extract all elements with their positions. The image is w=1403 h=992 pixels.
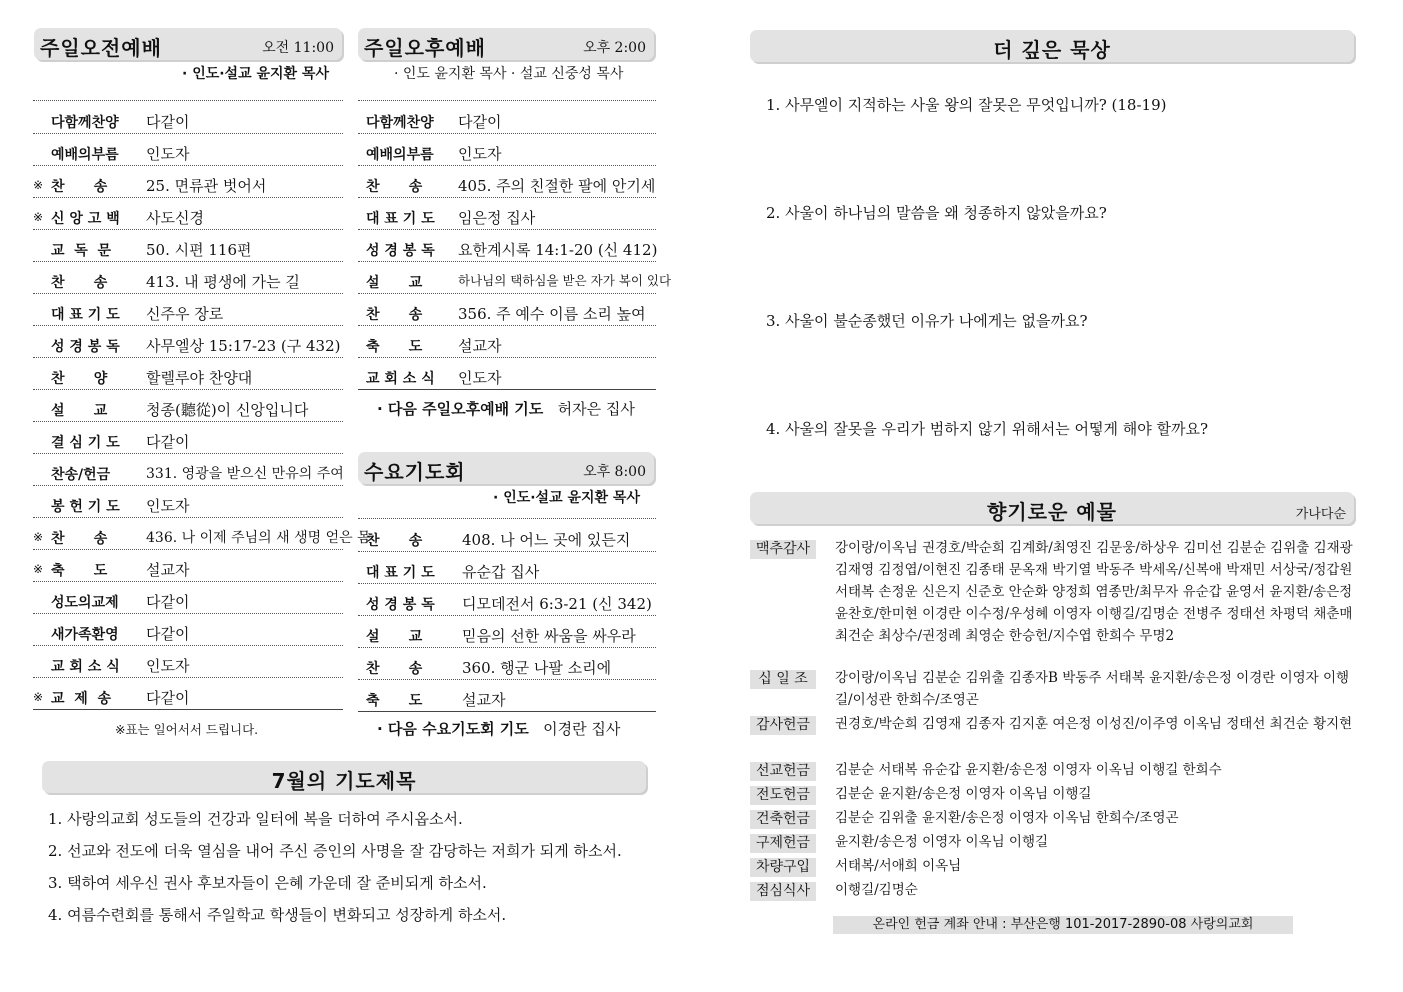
order-row: [33, 134, 343, 166]
stand-mark: ※: [33, 690, 44, 704]
meditation-question: 4. 사울의 잘못을 우리가 범하지 않기 위해서는 어떻게 해야 할까요?: [766, 420, 1209, 438]
order-row: [33, 198, 343, 230]
order-value: 다같이: [146, 113, 190, 131]
order-row: [33, 486, 343, 518]
order-value: 인도자: [146, 145, 190, 163]
order-label: 교 제 송: [51, 691, 112, 707]
prayer-item: 3. 택하여 세우신 권사 후보자들이 은혜 가운데 잘 준비되게 하소서.: [48, 874, 487, 892]
order-value: 다같이: [146, 689, 190, 707]
order-row: [33, 102, 343, 134]
offering-group-label: 맥추감사: [750, 540, 816, 559]
offering-group-names: 김분순 서태복 유순갑 윤지환/송은정 이영자 이옥님 이행길 한희수: [835, 762, 1222, 778]
order-row: [358, 134, 656, 166]
order-label: 찬 송: [366, 533, 423, 549]
order-label: 대 표 기 도: [366, 211, 435, 227]
order-value: 사무엘상 15:17-23 (구 432): [146, 337, 341, 355]
stand-mark: ※: [33, 210, 44, 224]
order-row: [33, 422, 343, 454]
order-label: 예배의부름: [51, 147, 119, 163]
offering-group-label: 전도헌금: [750, 786, 816, 805]
afternoon-next-label: · 다음 주일오후예배 기도: [377, 400, 544, 418]
offering-group-names: 김분순 윤지환/송은정 이영자 이옥님 이행길: [835, 786, 1092, 802]
morning-stand-note: ※표는 일어서서 드립니다.: [115, 722, 259, 737]
order-value: 설교자: [462, 691, 506, 709]
order-value: 디모데전서 6:3-21 (신 342): [462, 595, 652, 613]
offering-group-names: 이행길/김명순: [835, 882, 918, 898]
order-row: [358, 680, 656, 712]
meditation-question: 2. 사울이 하나님의 말씀을 왜 청종하지 않았을까요?: [766, 204, 1107, 222]
order-label: 축 도: [366, 339, 423, 355]
afternoon-header: [358, 28, 654, 60]
wednesday-next: [377, 718, 620, 739]
order-value: 인도자: [146, 657, 190, 675]
order-row: [33, 582, 343, 614]
offering-group-names: 강이랑/이옥님 권경호/박순희 김계화/최영진 김문웅/하상우 김미선 김분순 김위출 김재광 김재영 김정엽/이현진 김종태 문옥재 박기열 박동주 박세옥/신복애 박재민 서상국/정갑원 서태복 손정운 신은지 신준호 안순화 양정희 염종만/최무자 유순갑 윤영서 윤지환/송은정 윤찬호/한미현 이경란 이수정/우성혜 이영자 이행길/김명순 전병주 정태선 차평덕 채춘매 최건순 최상수/권정례 최영순 한승헌/지수엽 한희수 무명2: [835, 540, 1353, 644]
offering-group-label: 구제헌금: [750, 834, 816, 853]
order-row: [358, 520, 656, 552]
stand-mark: ※: [33, 178, 44, 192]
row-divider: [358, 711, 656, 712]
wednesday-title: 수요기도회: [364, 460, 466, 484]
afternoon-next: [377, 398, 635, 419]
offering-group-label: 선교헌금: [750, 762, 816, 781]
prayer-header: [42, 761, 646, 793]
order-value: 50. 시편 116편: [146, 241, 252, 259]
order-value: 다같이: [146, 625, 190, 643]
order-row: [33, 166, 343, 198]
offering-group-names: 윤지환/송은정 이영자 이옥님 이행길: [835, 834, 1049, 850]
prayer-item: 2. 선교와 전도에 더욱 열심을 내어 주신 증인의 사명을 잘 감당하는 저희가 되게 하소서.: [48, 842, 622, 860]
order-value: 유순갑 집사: [462, 563, 540, 581]
order-row: [33, 230, 343, 262]
order-label: 설 교: [366, 275, 423, 291]
order-row: [358, 616, 656, 648]
order-value: 436. 나 이제 주님의 새 생명 얻은 몸: [146, 530, 371, 546]
order-label: 성 경 봉 독: [366, 243, 435, 259]
order-value: 하나님의 택하심을 받은 자가 복이 있다: [458, 273, 672, 288]
order-label: 찬 송: [51, 531, 108, 547]
morning-header: [34, 28, 342, 60]
order-label: 성 경 봉 독: [366, 597, 435, 613]
order-label: 새가족환영: [51, 627, 119, 643]
order-value: 설교자: [146, 561, 190, 579]
order-value: 다같이: [458, 113, 502, 131]
offering-group-label: 건축헌금: [750, 810, 816, 829]
order-label: 다함께찬양: [51, 115, 119, 131]
offering-order: 가나다순: [1295, 507, 1346, 522]
order-label: 찬 송: [366, 179, 423, 195]
order-value: 인도자: [458, 145, 502, 163]
order-value: 331. 영광을 받으신 만유의 주여: [146, 466, 344, 482]
order-value: 인도자: [146, 497, 190, 515]
order-value: 인도자: [458, 369, 502, 387]
order-label: 찬 양: [51, 371, 108, 387]
afternoon-leader: · 인도 윤지환 목사 · 설교 신중성 목사: [394, 66, 624, 82]
order-row: [358, 552, 656, 584]
offering-group-label: 십 일 조: [750, 670, 816, 689]
stand-mark: ※: [33, 562, 44, 576]
meditation-title: 더 깊은 묵상: [993, 38, 1111, 62]
order-row: [33, 454, 343, 486]
morning-title: 주일오전예배: [40, 36, 162, 60]
order-value: 405. 주의 친절한 팔에 안기세: [458, 177, 656, 195]
order-label: 찬 송: [51, 275, 108, 291]
order-row: [358, 294, 656, 326]
order-label: 결 심 기 도: [51, 435, 120, 451]
order-row: [358, 230, 656, 262]
meditation-question: 3. 사울이 불순종했던 이유가 나에게는 없을까요?: [766, 312, 1088, 330]
row-divider: [33, 709, 343, 710]
order-row: [358, 198, 656, 230]
order-value: 25. 면류관 벗어서: [146, 177, 267, 195]
morning-leader: · 인도·설교 윤지환 목사: [182, 66, 329, 82]
order-row: [33, 550, 343, 582]
order-value: 임은정 집사: [458, 209, 536, 227]
order-label: 교 회 소 식: [366, 371, 435, 387]
order-label: 예배의부름: [366, 147, 434, 163]
order-row: [358, 166, 656, 198]
order-value: 다같이: [146, 433, 190, 451]
order-value: 믿음의 선한 싸움을 싸우라: [462, 627, 636, 645]
order-row: [33, 614, 343, 646]
offering-group-names: 강이랑/이옥님 김분순 김위출 김종자B 박동주 서태복 윤지환/송은정 이경란 이영자 이행길/이성관 한희수/조영곤: [835, 670, 1350, 708]
order-row: [33, 326, 343, 358]
online-account-notice: 온라인 헌금 계좌 안내 : 부산은행 101-2017-2890-08 사랑의교회: [833, 916, 1293, 934]
offering-header: [750, 492, 1354, 524]
order-label: 설 교: [366, 629, 423, 645]
offering-group-names: 서태복/서애희 이옥님: [835, 858, 962, 874]
order-value: 360. 행군 나팔 소리에: [462, 659, 612, 677]
order-label: 축 도: [51, 563, 108, 579]
order-label: 설 교: [51, 403, 108, 419]
wednesday-header: [358, 452, 654, 484]
order-label: 성도의교제: [51, 595, 119, 611]
wednesday-next-label: · 다음 수요기도회 기도: [377, 720, 529, 738]
order-row: [33, 518, 371, 550]
order-value: 413. 내 평생에 가는 길: [146, 273, 300, 291]
order-row: [358, 262, 672, 294]
wednesday-next-value: 이경란 집사: [543, 720, 621, 738]
order-value: 다같이: [146, 593, 190, 611]
wednesday-leader: · 인도·설교 윤지환 목사: [493, 490, 640, 506]
order-label: 대 표 기 도: [51, 307, 120, 323]
order-value: 신주우 장로: [146, 305, 224, 323]
offering-group-label: 점심식사: [750, 882, 816, 901]
order-label: 찬 송: [366, 307, 423, 323]
order-value: 요한계시록 14:1-20 (신 412): [458, 241, 658, 259]
wednesday-top-rule: [358, 518, 656, 519]
order-label: 교 독 문: [51, 243, 112, 259]
order-row: [358, 584, 656, 616]
afternoon-next-value: 허자은 집사: [557, 400, 635, 418]
order-value: 청종(聽從)이 신앙입니다: [146, 401, 309, 419]
order-label: 축 도: [366, 693, 423, 709]
order-label: 신 앙 고 백: [51, 211, 120, 227]
stand-mark: ※: [33, 530, 44, 544]
order-value: 설교자: [458, 337, 502, 355]
offering-group-names: 권경호/박순희 김영재 김종자 김지훈 여은정 이성진/이주영 이옥님 정태선 최건순 황지현: [835, 716, 1353, 732]
order-label: 교 회 소 식: [51, 659, 120, 675]
order-value: 할렐루야 찬양대: [146, 369, 253, 387]
offering-group-label: 감사헌금: [750, 716, 816, 735]
morning-top-rule: [33, 100, 343, 101]
order-label: 찬송/헌금: [51, 467, 111, 483]
order-label: 찬 송: [51, 179, 108, 195]
order-label: 찬 송: [366, 661, 423, 677]
order-value: 356. 주 예수 이름 소리 높여: [458, 305, 646, 323]
order-label: 봉 헌 기 도: [51, 499, 120, 515]
wednesday-time: 오후 8:00: [583, 464, 646, 480]
offering-group-label: 차량구입: [750, 858, 816, 877]
order-row: [358, 326, 656, 358]
order-label: 다함께찬양: [366, 115, 434, 131]
order-value: 408. 나 어느 곳에 있든지: [462, 531, 631, 549]
order-row: [358, 102, 656, 134]
order-row: [33, 646, 343, 678]
afternoon-time: 오후 2:00: [583, 40, 646, 56]
order-label: 성 경 봉 독: [51, 339, 120, 355]
order-label: 대 표 기 도: [366, 565, 435, 581]
order-row: [33, 678, 343, 710]
order-row: [33, 294, 343, 326]
order-row: [358, 358, 656, 390]
order-row: [33, 358, 343, 390]
order-value: 사도신경: [146, 209, 204, 227]
offering-title: 향기로운 예물: [987, 500, 1117, 524]
prayer-item: 1. 사랑의교회 성도들의 건강과 일터에 복을 더하여 주시옵소서.: [48, 810, 463, 828]
afternoon-title: 주일오후예배: [364, 36, 486, 60]
order-row: [358, 648, 656, 680]
morning-time: 오전 11:00: [262, 40, 334, 56]
row-divider: [358, 389, 656, 390]
prayer-title: 7월의 기도제목: [271, 769, 417, 793]
order-row: [33, 390, 343, 422]
order-row: [33, 262, 343, 294]
afternoon-top-rule: [358, 100, 656, 101]
meditation-question: 1. 사무엘이 지적하는 사울 왕의 잘못은 무엇입니까? (18-19): [766, 96, 1167, 114]
meditation-header: [750, 30, 1354, 62]
offering-group-names: 김분순 김위출 윤지환/송은정 이영자 이옥님 한희수/조영곤: [835, 810, 1179, 826]
prayer-item: 4. 여름수련회를 통해서 주일학교 학생들이 변화되고 성장하게 하소서.: [48, 906, 507, 924]
